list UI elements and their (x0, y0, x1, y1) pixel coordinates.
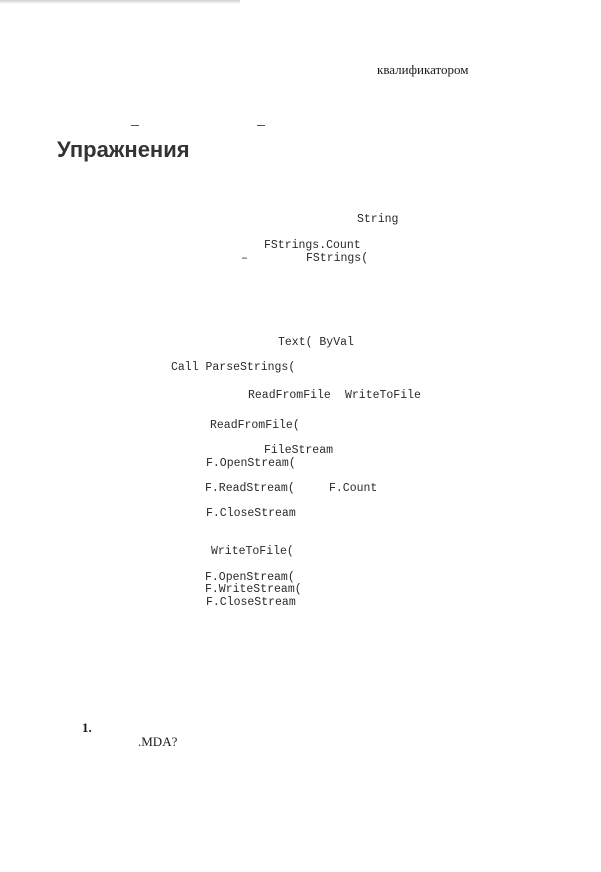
code-line: ReadFromFile (248, 389, 331, 402)
code-line: FStrings.Count (264, 239, 361, 252)
code-line: F.Count (329, 482, 378, 495)
code-line: WriteToFile( (211, 545, 294, 558)
code-line: F.ReadStream( (205, 482, 295, 495)
page-top-shadow (0, 0, 240, 4)
underscore-mark-right (257, 125, 265, 126)
code-line: F.OpenStream( (206, 457, 296, 470)
code-line: FileStream (264, 444, 334, 457)
running-header-word: квалификатором (377, 62, 469, 77)
code-line: F.CloseStream (206, 507, 296, 520)
code-line: Call ParseStrings( (171, 361, 296, 374)
question-number: 1. (82, 720, 92, 735)
question-text: .MDA? (138, 734, 178, 749)
code-line: – (241, 252, 248, 265)
code-line: ReadFromFile( (210, 419, 300, 432)
code-line: F.WriteStream( (205, 583, 302, 596)
code-line: WriteToFile (345, 389, 421, 402)
underscore-mark-left (131, 125, 139, 126)
code-line: FStrings( (306, 252, 369, 265)
code-line: F.CloseStream (206, 596, 296, 609)
section-title: Упражнения (57, 137, 190, 162)
code-line: Text( ByVal (278, 336, 354, 349)
code-line: F.OpenStream( (205, 571, 295, 584)
code-line: String (357, 213, 399, 226)
